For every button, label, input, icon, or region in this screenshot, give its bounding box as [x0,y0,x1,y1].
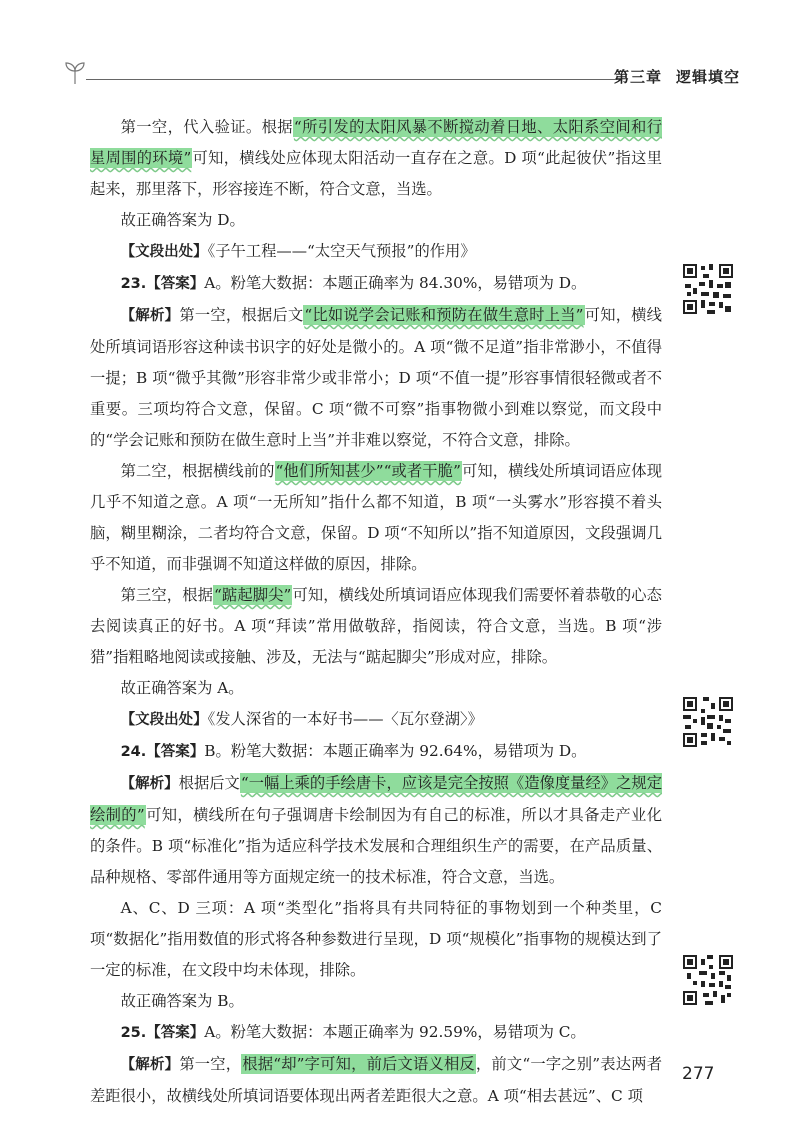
paragraph [90,456,662,580]
answer-tag: 【答案】 [146,1025,205,1041]
header-rule [86,79,622,80]
paragraph: A、C、D 三项：A 项“类型化”指将具有共同特征的事物划到一个种类里，C 项“数据化”指用数值的形式将各种参数进行呈现，D 项“规模化”指事物的规模达到了一定的标准，在文段中均未体现，排除。 [90,899,662,979]
text: 可知，横线处应体现太阳活动一直存在之意。D 项“此起彼伏”指这里起来，那里落下，形容接连不断，符合文意，当选。 [90,149,662,198]
page-content [90,112,662,1112]
text: 可知，横线所在句子强调唐卡绘制因为有自己的标准，所以才具备走产业化的条件。B 项“标准化”指为适应科学技术发展和合理组织生产的需要，在产品质量、品种规格、零部件通用等方面规定统一的技术标准，符合文意，当选。 [90,806,662,886]
text: 可知，横线处所填词语形容这种读书识字的好处是微小的。A 项“微不足道”指非常渺小，不值得一提；B 项“微乎其微”形容非常少或非常小；D 项“不值一提”形容事情很轻微或者不重要。三项均符合文意，保留。C 项“微不可察”指事物微小到难以察觉，而文段中的“学会记账和预防在做生意时上当”并非难以察觉，不符合文意，排除。 [90,306,662,449]
question-number: 25. [120,1025,147,1041]
qr-code-icon[interactable] [683,697,733,747]
sprout-icon [60,58,90,88]
chapter-name: 逻辑填空 [675,68,740,86]
text: 《子午工程——“太空天气预报”的作用》 [207,242,476,260]
question-number: 23. [120,276,147,292]
page-number: 277 [682,1064,715,1084]
chapter-number: 第三章 [613,68,662,86]
text: ，前文“一字之别”表达两者差距很小，故横线处所填词语要体现出两者差距很大之意。A 项“相去甚远”、C 项 [90,1055,662,1105]
highlighted-text: “他们所知甚少”“或者干脆” [275,462,461,480]
text: 第一空，根据后文 [179,306,304,324]
source-tag: 【文段出处】 [120,244,208,260]
text: 第三空，根据 [120,586,213,604]
text: 《发人深省的一本好书——〈瓦尔登湖〉》 [207,710,483,728]
highlighted-text: “踮起脚尖” [214,586,292,604]
chapter-title [614,66,740,87]
paragraph: 故正确答案为 D。 [120,211,245,229]
paragraph [90,1017,662,1049]
paragraph [90,236,662,268]
paragraph [90,580,662,673]
highlighted-text: “比如说学会记账和预防在做生意时上当” [304,306,584,324]
paragraph [90,112,662,205]
analysis-tag: 【解析】 [120,1057,180,1073]
paragraph [90,300,662,456]
paragraph: 故正确答案为 B。 [120,992,244,1010]
text: 第一空， [179,1055,242,1073]
text: B。粉笔大数据：本题正确率为 92.64%，易错项为 D。 [204,742,587,760]
text: A。粉笔大数据：本题正确率为 92.59%，易错项为 C。 [204,1023,586,1041]
text: 可知，横线处所填词语应体现我们需要怀着恭敬的心态去阅读真正的好书。A 项“拜读”常用做敬辞，指阅读，符合文意，当选。B 项“涉猎”指粗略地阅读或接触、涉及，无法与“踮起脚尖”形成对应，排除。 [90,586,662,666]
analysis-tag: 【解析】 [120,776,179,792]
analysis-tag: 【解析】 [120,308,180,324]
text: 根据后文 [178,774,240,792]
paragraph [90,768,662,893]
paragraph [90,268,662,300]
paragraph: 故正确答案为 A。 [120,679,244,697]
paragraph [90,736,662,768]
paragraph [90,704,662,736]
answer-tag: 【答案】 [146,744,205,760]
highlighted-text: “一幅上乘的手绘唐卡，应该是完全按照《造像度量经》之规定绘制的” [90,774,662,824]
paragraph [90,1049,662,1112]
qr-code-icon[interactable] [683,955,733,1005]
text: 第二空，根据横线前的 [120,462,275,480]
source-tag: 【文段出处】 [120,712,208,728]
qr-code-icon[interactable] [683,264,733,314]
highlighted-text: 根据“却”字可知，前后文语义相反 [242,1055,475,1073]
answer-tag: 【答案】 [146,276,205,292]
page-header [60,58,740,90]
text: A。粉笔大数据：本题正确率为 84.30%，易错项为 D。 [204,274,587,292]
highlighted-text: “所引发的太阳风暴不断搅动着日地、太阳系空间和行星周围的环境” [90,118,662,167]
text: 可知，横线处所填词语应体现几乎不知道之意。A 项“一无所知”指什么都不知道，B 项“一头雾水”形容摸不着头脑，糊里糊涂，二者均符合文意，保留。D 项“不知所以”指不知道原因，文段强调几乎不知道，而非强调不知道这样做的原因，排除。 [90,462,662,573]
question-number: 24. [120,744,147,760]
text: 第一空，代入验证。根据 [120,118,293,136]
